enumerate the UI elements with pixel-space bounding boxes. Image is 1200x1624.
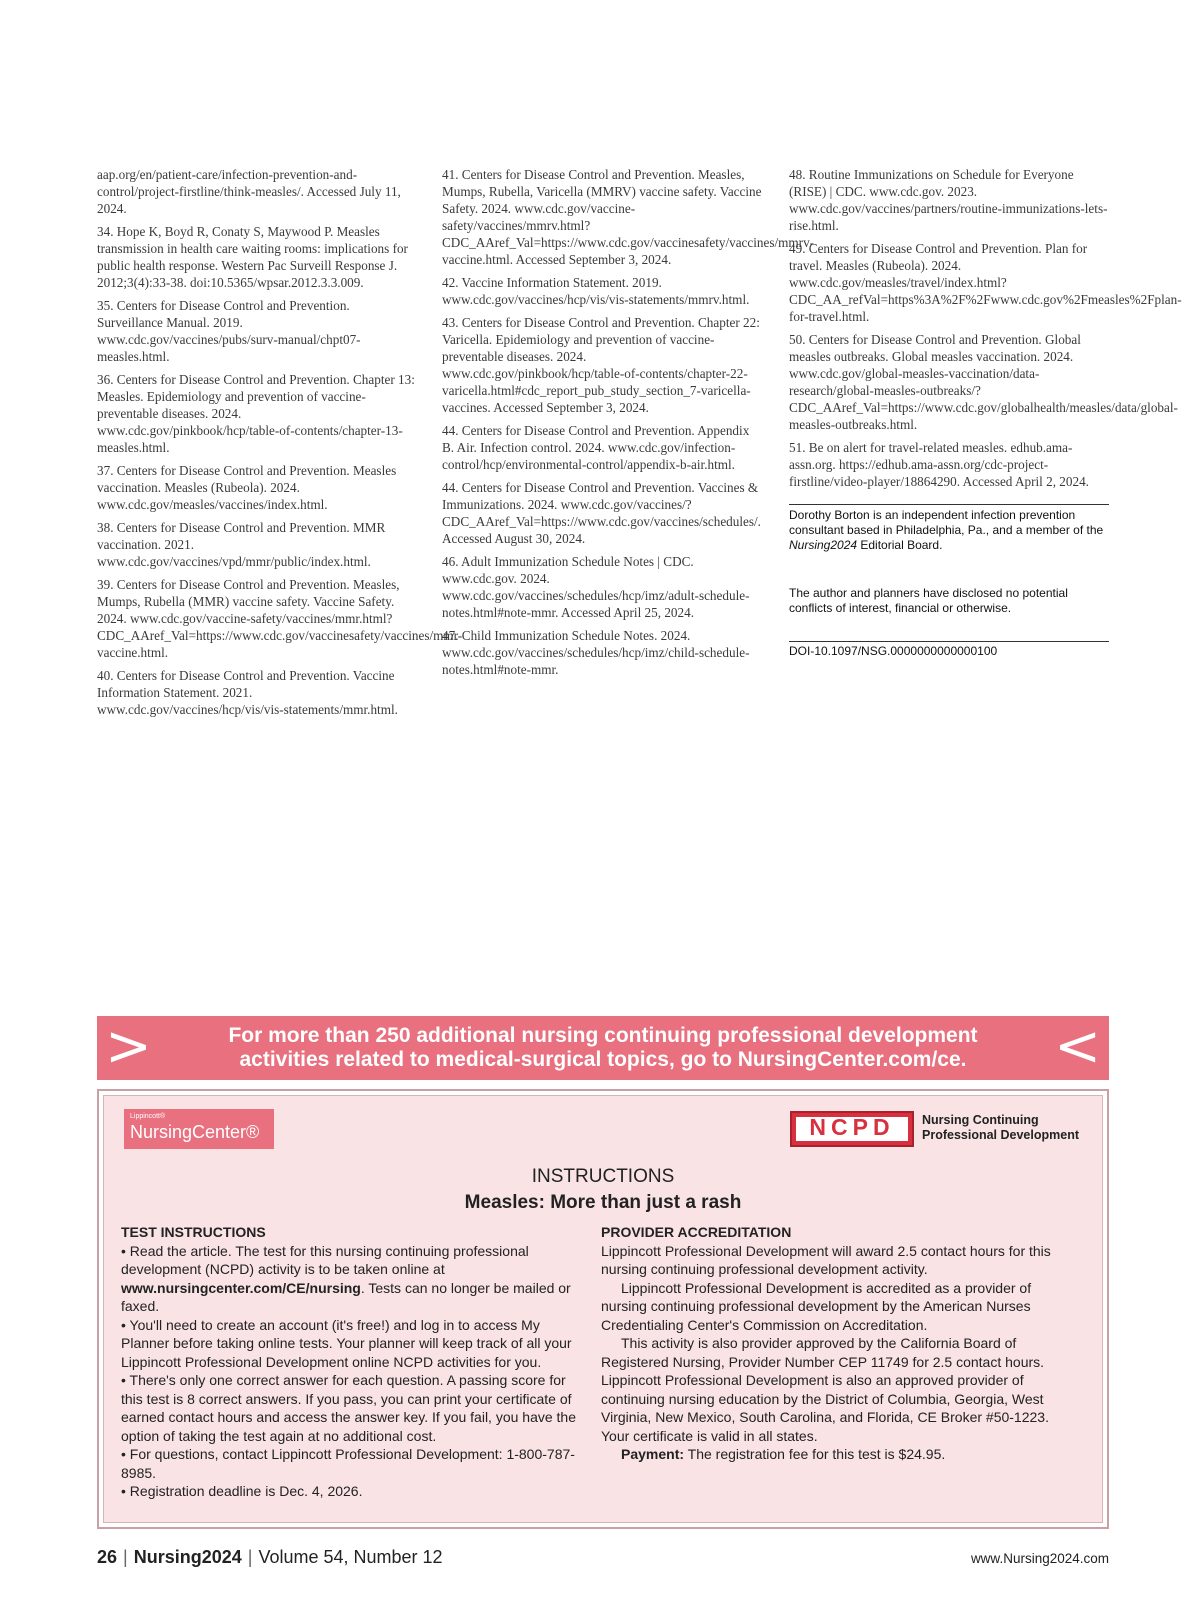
page-number: 26 — [97, 1547, 118, 1567]
page-footer — [97, 1547, 1109, 1571]
provider-accreditation-heading: PROVIDER ACCREDITATION — [601, 1224, 792, 1240]
author-note-text: Dorothy Borton is an independent infection prevention consultant based in Philadelphia, Pa., and a member of the — [789, 508, 1104, 537]
author-note — [789, 508, 1109, 553]
ncpd-label-line-2: Professional Development — [922, 1128, 1079, 1142]
reference-item: 47. Child Immunization Schedule Notes. 2024. www.cdc.gov/vaccines/schedules/hcp/imz/child-schedule-notes.html#note-mmr. — [442, 628, 750, 677]
nursingcenter-logo — [124, 1109, 274, 1149]
instructions-panel — [103, 1095, 1103, 1523]
divider — [789, 504, 1109, 505]
reference-item: 46. Adult Immunization Schedule Notes | CDC. www.cdc.gov. 2024. www.cdc.gov/vaccines/schedules/hcp/imz/adult-schedule-notes.html#note-mmr. Accessed April 25, 2024. — [442, 554, 750, 620]
reference-item: 44. Centers for Disease Control and Prevention. Appendix B. Air. Infection control. 2024. www.cdc.gov/infection-control/hcp/environmental-control/appendix-b-air.html. — [442, 423, 750, 472]
footer-separator: | — [123, 1547, 128, 1567]
volume-info: Volume 54, Number 12 — [258, 1547, 443, 1567]
instructions-title: INSTRUCTIONS — [531, 1166, 675, 1187]
instruction-item: • There's only one correct answer for each question. A passing score for this test is 8 correct answers. If you pass, you can print your certificate of earned contact hours and access the answer key. If you fail, you have the option of taking the test again at no additional cost. — [121, 1372, 577, 1444]
ncpd-label — [922, 1113, 1079, 1143]
reference-item: 49. Centers for Disease Control and Prevention. Plan for travel. Measles (Rubeola). 2024. www.cdc.gov/measles/travel/index.html?CDC_AA_refVal=https%3A%2F%2Fwww.cdc.gov%2Fmeasles%2Fplan-for-travel.html. — [789, 241, 1182, 324]
instruction-text: • Read the article. The test for this nursing continuing professional development (NCPD) activity is to be taken online at — [121, 1242, 529, 1277]
payment-text: The registration fee for this test is $24.95. — [684, 1446, 946, 1462]
disclosure: The author and planners have disclosed no potential conflicts of interest, financial or otherwise. — [789, 586, 1068, 615]
author-note-end: Editorial Board. — [857, 538, 943, 552]
ncpd-logo — [790, 1111, 914, 1147]
author-note-journal: Nursing2024 — [789, 538, 858, 552]
payment-label: Payment: — [621, 1446, 685, 1462]
reference-item: 38. Centers for Disease Control and Prevention. MMR vaccination. 2021. www.cdc.gov/vaccines/vpd/mmr/public/index.html. — [97, 520, 386, 569]
accreditation-paragraph: Lippincott Professional Development will award 2.5 contact hours for this nursing continuing professional development activity. — [601, 1242, 1051, 1277]
accreditation-paragraph: This activity is also provider approved by the California Board of Registered Nursing, Provider Number CEP 11749 for 2.5 contact hours. Lippincott Professional Development is also an approved provider of continuing nursing education by the District of Columbia, Georgia, West Virginia, New Mexico, South Carolina, and Florida, CE Broker #50-1223. Your certificate is valid in all states. — [601, 1335, 1049, 1444]
instructions-subtitle: Measles: More than just a rash — [464, 1192, 742, 1213]
chevron-right-icon: > — [105, 1014, 152, 1079]
promo-banner-text — [187, 1024, 1019, 1072]
instruction-item: • Registration deadline is Dec. 4, 2026. — [121, 1483, 363, 1499]
promo-banner-line-2: activities related to medical-surgical topics, go to NursingCenter.com/ce. — [239, 1048, 967, 1071]
journal-website[interactable]: www.Nursing2024.com — [970, 1551, 1109, 1566]
reference-item: 40. Centers for Disease Control and Prevention. Vaccine Information Statement. 2021. www.cdc.gov/vaccines/hcp/vis/vis-statements/mmr.html. — [97, 668, 398, 717]
references-column-2 — [442, 166, 815, 684]
provider-accreditation — [601, 1223, 1065, 1464]
reference-item: 43. Centers for Disease Control and Prevention. Chapter 22: Varicella. Epidemiology and prevention of vaccine-preventable diseases. 2024. www.cdc.gov/pinkbook/hcp/table-of-contents/chapter-22-varicella.html#cdc_report_pub_study_section_7-varicella-vaccines. Accessed September 3, 2024. — [442, 315, 760, 415]
logo-big-text: NursingCenter® — [130, 1122, 260, 1142]
ncpd-logo-text: NCPD — [809, 1114, 895, 1140]
instruction-item — [121, 1242, 587, 1316]
reference-item: 42. Vaccine Information Statement. 2019. www.cdc.gov/vaccines/hcp/vis/vis-statements/mmrv.html. — [442, 275, 750, 307]
test-instructions-heading: TEST INSTRUCTIONS — [121, 1224, 266, 1240]
reference-item: 44. Centers for Disease Control and Prevention. Vaccines & Immunizations. 2024. www.cdc.gov/vaccines/?CDC_AAref_Val=https://www.cdc.gov/vaccines/schedules/. Accessed August 30, 2024. — [442, 480, 761, 546]
footer-left — [97, 1547, 443, 1568]
instruction-item: • For questions, contact Lippincott Professional Development: 1-800-787-8985. — [121, 1446, 575, 1481]
accreditation-paragraph: Lippincott Professional Development is accredited as a provider of nursing continuing professional development by the American Nurses Credentialing Center's Commission on Accreditation. — [601, 1279, 1032, 1333]
reference-item: 37. Centers for Disease Control and Prevention. Measles vaccination. Measles (Rubeola). 2024. www.cdc.gov/measles/vaccines/index.html. — [97, 463, 397, 512]
instructions-box — [97, 1089, 1109, 1529]
reference-item: 41. Centers for Disease Control and Prevention. Measles, Mumps, Rubella, Varicella (MMRV) vaccine safety. Vaccine Safety. 2024. www.cdc.gov/vaccine-safety/vaccines/mmrv.html?CDC_AAref_Val=https://www.cdc.gov/vaccinesafety/vaccines/mmrv-vaccine.html. Accessed September 3, 2024. — [442, 167, 815, 267]
ncpd-label-line-1: Nursing Continuing — [922, 1113, 1039, 1127]
divider — [789, 641, 1109, 642]
reference-item: 34. Hope K, Boyd R, Conaty S, Maywood P. Measles transmission in health care waiting rooms: implications for public health response. Western Pac Surveill Response J. 2012;3(4):33-38. doi:10.5365/wpsar.2012.3.3.009. — [97, 224, 408, 290]
footer-separator: | — [247, 1547, 253, 1567]
reference-item: aap.org/en/patient-care/infection-prevention-and-control/project-firstline/think-measles/. Accessed July 11, 2024. — [97, 167, 401, 216]
reference-item: 39. Centers for Disease Control and Prevention. Measles, Mumps, Rubella (MMR) vaccine safety. Vaccine Safety. 2024. www.cdc.gov/vaccine-safety/vaccines/mmr.html?CDC_AAref_Val=https://www.cdc.gov/vaccinesafety/vaccines/mmr-vaccine.html. — [97, 577, 463, 660]
doi: DOI-10.1097/NSG.0000000000000100 — [789, 644, 998, 658]
payment-info — [601, 1445, 1065, 1464]
chevron-left-icon: < — [1054, 1014, 1101, 1079]
references-column-3 — [789, 166, 1182, 665]
reference-item: 50. Centers for Disease Control and Prevention. Global measles outbreaks. Global measles vaccination. 2024. www.cdc.gov/global-measles-vaccination/data-research/global-measles-outbreaks/?CDC_AAref_Val=https://www.cdc.gov/globalhealth/measles/data/global-measles-outbreaks.html. — [789, 332, 1178, 432]
reference-item: 35. Centers for Disease Control and Prevention. Surveillance Manual. 2019. www.cdc.gov/vaccines/pubs/surv-manual/chpt07-measles.html. — [97, 298, 361, 364]
promo-banner[interactable] — [97, 1016, 1109, 1080]
reference-item: 36. Centers for Disease Control and Prevention. Chapter 13: Measles. Epidemiology and prevention of vaccine-preventable diseases. 2024. www.cdc.gov/pinkbook/hcp/table-of-contents/chapter-13-measles.html. — [97, 372, 415, 455]
journal-name: Nursing2024 — [133, 1547, 242, 1567]
references-column-1 — [97, 166, 463, 724]
logo-small-text: Lippincott® — [130, 1113, 166, 1120]
instruction-text: . Tests can no longer be mailed or faxed. — [121, 1279, 571, 1314]
promo-banner-line-1: For more than 250 additional nursing continuing professional development — [228, 1024, 978, 1047]
test-instructions — [121, 1223, 587, 1501]
nursingcenter-link[interactable]: www.nursingcenter.com/CE/nursing — [121, 1279, 361, 1296]
reference-item: 51. Be on alert for travel-related measles. edhub.ama-assn.org. https://edhub.ama-assn.org/cdc-project-firstline/video-player/18864290. Accessed April 2, 2024. — [789, 440, 1089, 489]
reference-item: 48. Routine Immunizations on Schedule for Everyone (RISE) | CDC. www.cdc.gov. 2023. www.cdc.gov/vaccines/partners/routine-immunizations-lets-rise.html. — [789, 167, 1108, 233]
instruction-item: • You'll need to create an account (it's free!) and log in to access My Planner before taking online tests. Your planner will keep track of all your Lippincott Professional Development online NCPD activities for you. — [121, 1316, 572, 1370]
